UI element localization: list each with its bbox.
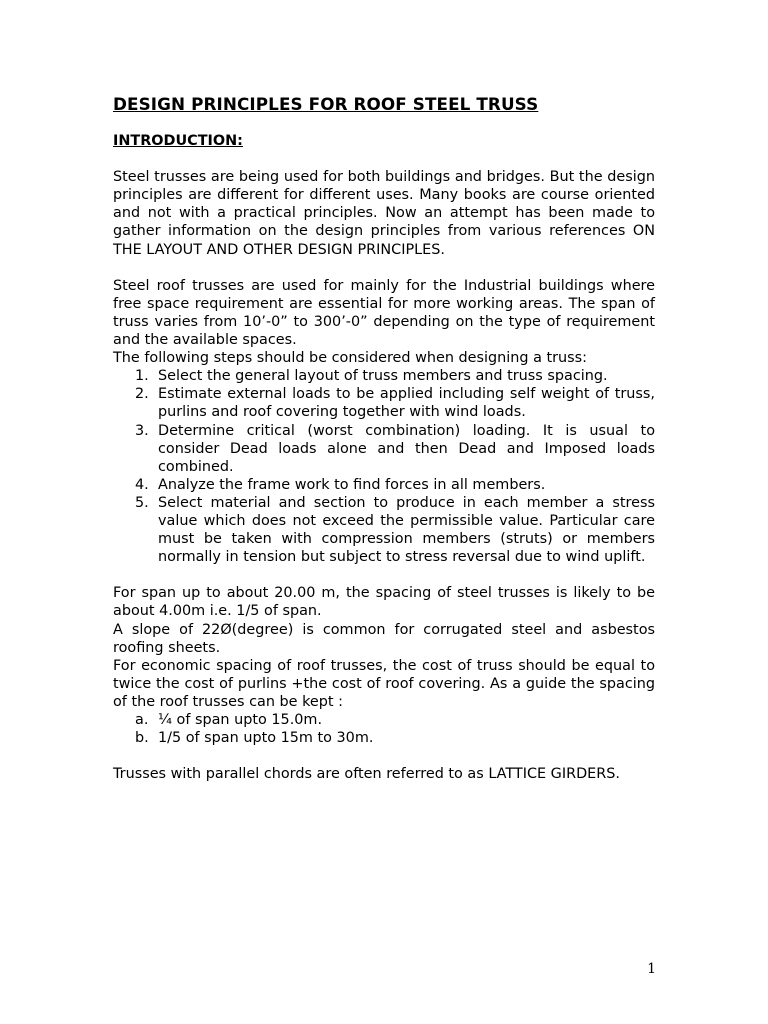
list-item-text: Estimate external loads to be applied including self weight of truss, purlins and roof covering together with wind loads. [158,386,655,421]
spacer [113,259,655,277]
economic-spacing-paragraph: For economic spacing of roof trusses, the cost of truss should be equal to twice the cost of purlins +the cost of roof covering. As a guide the spacing of the roof trusses can be kept : [113,657,655,710]
list-marker: 3. [135,422,149,439]
list-item-text: Analyze the frame work to find forces in all members. [158,476,546,493]
spacer [113,747,655,765]
list-item [113,422,655,476]
list-item [113,367,655,385]
page-number: 1 [647,961,656,977]
list-item-text: Select material and section to produce in each member a stress value which does not exceed the permissible value. Particular care must be taken with compression members (struts) or members normally in tension but subject to stress reversal due to wind uplift. [158,494,655,566]
spacer [113,150,655,168]
spacer [113,566,655,584]
list-item [113,476,655,494]
spacing-guide-list [113,711,655,747]
list-item-text: ¼ of span upto 15.0m. [158,712,323,728]
introduction-heading: INTRODUCTION: [113,133,243,149]
intro-paragraph: Steel trusses are being used for both buildings and bridges. But the design principles are different for different uses. Many books are course oriented and not with a practical principles. Now an attempt has been made to gather information on the design principles from various references ON THE LAYOUT AND OTHER DESIGN PRINCIPLES. [113,169,655,258]
slope-paragraph: A slope of 22Ø(degree) is common for corrugated steel and asbestos roofing sheets. [113,621,655,656]
list-marker: b. [135,730,149,747]
list-item [113,494,655,566]
span-paragraph: For span up to about 20.00 m, the spacing of steel trusses is likely to be about 4.00m i.e. 1/5 of span. [113,585,655,620]
list-marker: 1. [135,368,149,385]
list-item [113,711,655,729]
list-marker: 2. [135,386,149,403]
list-item-text: Determine critical (worst combination) loading. It is usual to consider Dead loads alone and then Dead and Imposed loads combined. [158,422,655,475]
lattice-girders-paragraph: Trusses with parallel chords are often referred to as LATTICE GIRDERS. [113,766,620,783]
steps-intro: The following steps should be considered when designing a truss: [113,350,588,367]
list-marker: 5. [135,494,149,511]
roof-truss-paragraph: Steel roof trusses are used for mainly for the Industrial buildings where free space requirement are essential for more working areas. The span of truss varies from 10’-0” to 300’-0” depending on the type of requirement and the available spaces. [113,277,655,349]
document-page [113,93,655,783]
list-item [113,729,655,747]
list-item [113,385,655,421]
list-item-text: Select the general layout of truss members and truss spacing. [158,368,608,385]
design-steps-list [113,367,655,566]
list-marker: 4. [135,476,149,493]
list-item-text: 1/5 of span upto 15m to 30m. [158,730,374,747]
document-title: DESIGN PRINCIPLES FOR ROOF STEEL TRUSS [113,94,539,114]
list-marker: a. [135,712,149,728]
